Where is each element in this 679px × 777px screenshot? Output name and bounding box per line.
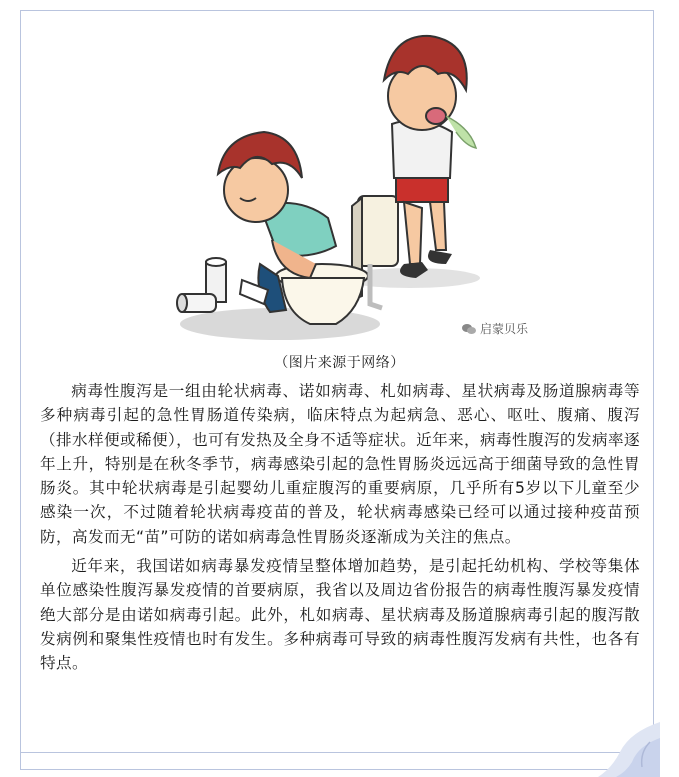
illustration-image xyxy=(160,28,540,350)
bottom-divider xyxy=(20,752,654,753)
toilet-paper-icon xyxy=(177,258,226,312)
image-caption: （图片来源于网络） xyxy=(274,355,405,371)
watermark xyxy=(462,320,528,337)
wechat-icon xyxy=(462,323,476,335)
paragraph: 近年来，我国诺如病毒暴发疫情呈整体增加趋势，是引起托幼机构、学校等集体单位感染性腹泻暴发疫情的首要病原，我省以及周边省份报告的病毒性腹泻暴发疫情绝大部分是由诺如病毒引起。此外，札如病毒、星状病毒及肠道腺病毒引起的腹泻散发病例和聚集性疫情也时有发生。多种病毒可导致的病毒性腹泻发病有共性，也各有特点。 xyxy=(40,557,640,673)
watermark-text: 启蒙贝乐 xyxy=(480,322,529,336)
decorative-wave-icon xyxy=(590,712,660,777)
paragraph: 病毒性腹泻是一组由轮状病毒、诺如病毒、札如病毒、星状病毒及肠道腺病毒等多种病毒引起的急性胃肠道传染病，临床特点为起病急、恶心、呕吐、腹痛、腹泻（排水样便或稀便），也可有发热及全身不适等症状。近年来，病毒性腹泻的发病率逐年上升，特别是在秋冬季节，病毒感染引起的急性胃肠炎远远高于细菌导致的急性胃肠炎。其中轮状病毒是引起婴幼儿重症腹泻的重要病原，几乎所有5岁以下儿童至少感染一次，不过随着轮状病毒疫苗的普及，轮状病毒感染已经可以通过接种疫苗预防，高发而无“苗”可防的诺如病毒急性胃肠炎逐渐成为关注的焦点。 xyxy=(40,382,640,546)
article-body xyxy=(40,379,640,676)
